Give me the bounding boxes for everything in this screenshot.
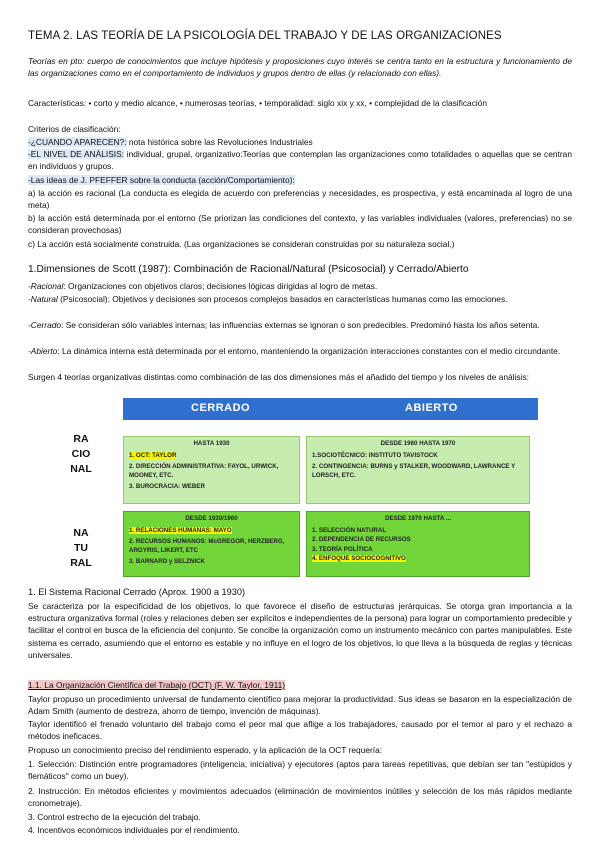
characteristics-paragraph: Características: • corto y medio alcance, • numerosas teorías, • temporalidad: siglo xix y xx, • complejidad de la clasificación [28,98,488,108]
scott-surgen: Surgen 4 teorías organizativas distintas como combinación de las dos dimensiones más el añadido del tiempo y los niveles de análisis: [28,372,529,382]
criteria-heading: Criterios de clasificación: [28,124,121,134]
oct-heading-line [28,679,572,691]
oct-item-3: 3. Control estrecho de la ejecución del trabajo. [28,812,201,822]
abierto-term: -Abierto [28,346,58,356]
item-direccion-administrativa: 2. DIRECCIÓN ADMINISTRATIVA: FAYOL, URWICK, MOONEY, ETC. [129,463,279,479]
racional-text: : Organizaciones con objetivos claros; decisiones lógicas dirigidas al logro de metas. [63,281,378,291]
box-racional-abierto: DESDE 1960 HASTA 1970 1.SOCIOTÉCNICO: INSTITUTO TAVISTOCK 2. CONTINGENCIA: BURNS y STALKER, WOODWARD, LAWRANCE Y LORSCH, ETC. [306,436,530,504]
page-title: TEMA 2. LAS TEORÍA DE LA PSICOLOGÍA DEL TRABAJO Y DE LAS ORGANIZACIONES [28,30,502,42]
level-paragraph [28,148,572,172]
scott-racional [28,280,572,292]
definition-paragraph: Teorías en pto: cuerpo de conocimientos que incluye hipótesis y proposiciones cuyo interés se centra tanto en la estructura y funcionamiento de las organizaciones como en el comportamiento de individuos y grupos dentro de ellas (y relacionado con ellas). [28,56,572,79]
pfeffer-line [28,174,572,186]
natural-term: -Natural [28,294,58,304]
when-line [28,136,572,148]
sistema-paragraph: Se caracteriza por la especificidad de los objetivos, lo que favorece el diseño de estructuras jerárquicas. Se otorga gran importancia a la estructura organizativa formal (roles y relaciones deben ser explícitos e independientes de la persona) para lograr un comportamiento predecible y facilitar el control en busca de la eficiencia del conjunto. Se concibe la organización como un instrumento mecánico con partes manipulables. Este sistema es cerrado, asumiendo que el entorno es estable y no influye en el logro de los objetivos, lo que lleva a la búsqueda de reglas y técnicas universales. [28,601,572,660]
pfeffer-b: b) la acción está determinada por el entorno (Se priorizan las condiciones del contexto, y las variables individuales (valores, preferencias) no se consideran provechosas) [28,213,572,236]
abierto-text: : La dinámica interna está determinada por el entorno, manteniendo la organización interacciones constantes con el medio circundante. [57,346,561,356]
pfeffer-a: a) la acción es racional (La conducta es elegida de acuerdo con preferencias y necesidades, es prospectiva, y está encaminada al logro de una meta) [28,188,572,211]
oct-heading: 1.1. La Organización Científica del Trabajo (OCT) (F. W. Taylor, 1911) [28,680,286,690]
when-text: nota histórica sobre las Revoluciones Industriales [126,137,313,147]
col-abierto-label: ABIERTO [405,402,458,414]
cerrado-term: -Cerrado [28,320,62,330]
item-recursos-humanos: 2. RECURSOS HUMANOS: McGREGOR, HERZBERG, ARGYRIS, LIKERT, ETC [129,538,285,554]
sistema-heading: 1. El Sistema Racional Cerrado (Aprox. 1900 a 1930) [28,587,246,597]
scott-abierto [28,345,572,357]
item-relaciones-humanas: 1. RELACIONES HUMANAS: MAYO [129,526,232,534]
item-burocracia: 3. BUROCRACIA: WEBER [129,483,205,490]
oct-p3: Propuso un conocimiento preciso del rendimiento esperado, y la aplicación de la OCT requería: [28,745,383,755]
cerrado-text: : Se consideran sólo variables internas; las influencias externas se ignoran o son predecibles. Predominó hasta los años setenta. [61,320,540,330]
box-natural-abierto: DESDE 1970 HASTA ... 1. SELECCIÓN NATURAL 2. DEPENDENCIA DE RECURSOS 3. TEORÍA POLÍTICA 4. ENFOQUE SOCIOCOGNITIVO [306,511,530,577]
item-oct-taylor: 1. OCT: TAYLOR [129,451,177,459]
diagram-header [123,398,538,420]
item-dependencia-recursos: 2. DEPENDENCIA DE RECURSOS [312,536,411,543]
row-natural-label: NA TU RAL [70,527,92,569]
item-teoria-politica: 3. TEORÍA POLÍTICA [312,545,373,553]
item-sociotecnico: 1.SOCIOTÉCNICO: INSTITUTO TAVISTOCK [312,451,438,459]
item-enfoque-sociocognitivo: 4. ENFOQUE SOCIOCOGNITIVO [312,555,406,562]
scott-natural [28,293,572,305]
when-label: -¿CUANDO APARECEN?: [28,137,127,147]
oct-item-2: 2. Instrucción: En métodos eficientes y movimientos adecuados (eliminación de movimientos inútiles y selección de los más rápidos mediante cronometraje). [28,786,572,809]
oct-item-4: 4. Incentivos económicos individuales por el rendimiento. [28,825,240,835]
natural-text: (Psicosocial): Objetivos y decisiones son procesos complejos basados en características humanas como las emociones. [57,294,508,304]
level-label: -EL NIVEL DE ANÁLISIS: [28,149,125,159]
box-natural-cerrado: DESDE 1930/1960 1. RELACIONES HUMANAS: MAYO 2. RECURSOS HUMANOS: McGREGOR, HERZBERG, ARGYRIS, LIKERT, ETC 3. BARNARD y SELZNICK [123,511,300,577]
col-cerrado-label: CERRADO [191,402,251,414]
scott-cerrado [28,319,572,331]
scott-heading: 1.Dimensiones de Scott (1987): Combinación de Racional/Natural (Psicosocial) y Cerrado/Abierto [28,264,469,275]
scott-diagram [68,398,538,578]
pfeffer-label: -Las ideas de J. PFEFFER sobre la conducta (acción/Comportamiento): [28,175,295,185]
box-racional-cerrado: HASTA 1930 1. OCT: TAYLOR 2. DIRECCIÓN ADMINISTRATIVA: FAYOL, URWICK, MOONEY, ETC. 3. BUROCRACIA: WEBER [123,436,300,504]
item-contingencia: 2. CONTINGENCIA: BURNS y STALKER, WOODWARD, LAWRANCE Y LORSCH, ETC. [312,463,516,479]
item-barnard-selznick: 3. BARNARD y SELZNICK [129,558,205,565]
row-racional-label: RA CIO NAL [70,433,92,475]
oct-p1: Taylor propuso un procedimiento universal de fundamento científico para mejorar la productividad. Sus ideas se basaron en la especialización de Adam Smith (aumento de destreza, ahorro de tiempo, invención de máquinas). [28,694,572,717]
oct-p2: Taylor identificó el frenado voluntario del trabajo como el peor mal que aflige a los trabajadores, causado por el temor al paro y el rechazo a métodos ineficaces. [28,719,572,742]
item-seleccion-natural: 1. SELECCIÓN NATURAL [312,526,387,534]
oct-item-1: 1. Selección: Distinción entre programadores (inteligencia, iniciativa) y ejecutores (aptos para tareas repetitivas, que debían ser tan "estúpidos y flemáticos" como un buey). [28,759,572,782]
pfeffer-c: c) La acción está socialmente construida. (Las organizaciones se consideran construidas por su naturaleza social.) [28,239,455,249]
racional-term: -Racional [28,281,64,291]
level-text: individual, grupal, organizativo:Teorías que contemplan las organizaciones como totalidades o aquellas que se centran en individuos y grupos. [28,149,572,172]
